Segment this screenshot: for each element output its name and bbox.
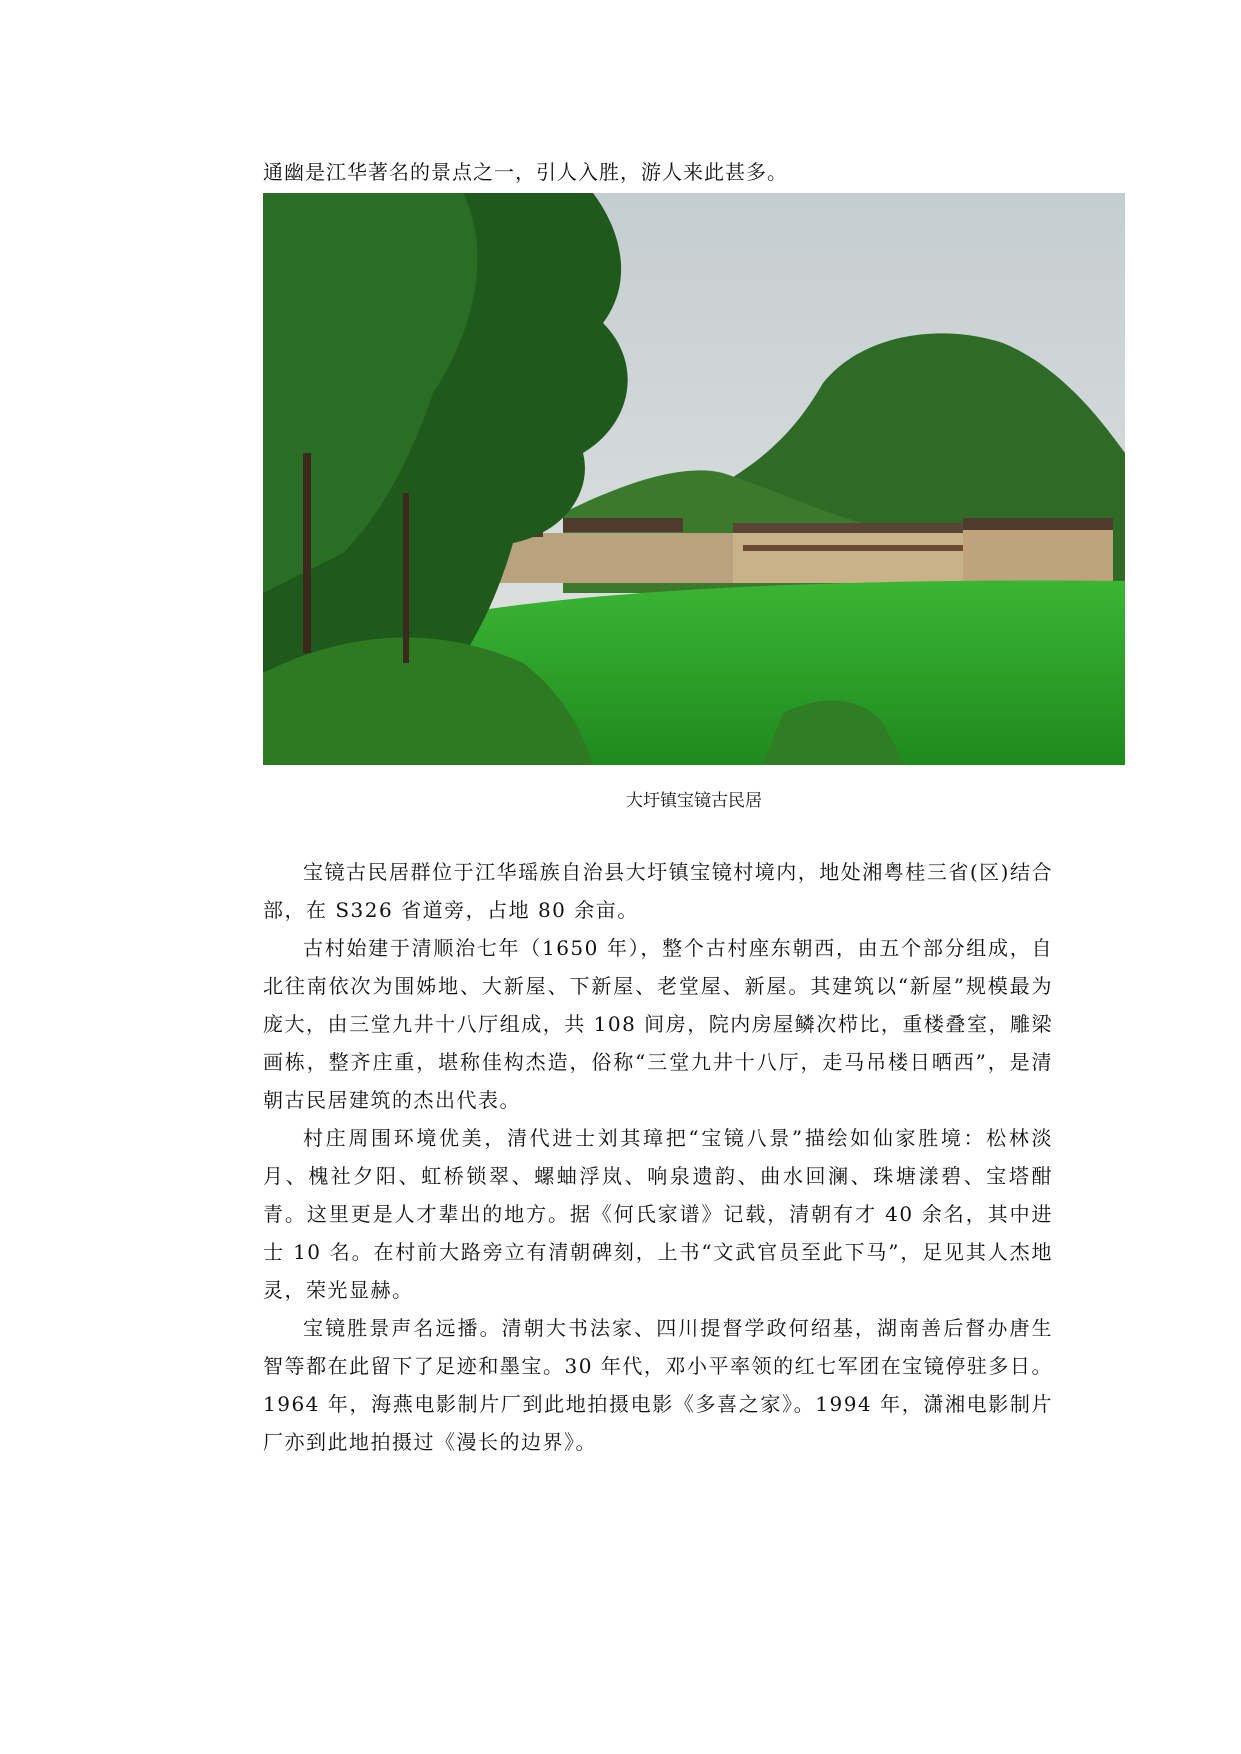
village-photo bbox=[263, 193, 1125, 765]
paragraph: 宝镜胜景声名远播。清朝大书法家、四川提督学政何绍基，湖南善后督办唐生智等都在此留下了足迹和墨宝。30 年代，邓小平率领的红七军团在宝镜停驻多日。1964 年，海燕电影制片厂到此地拍摄电影《多喜之家》。1994 年，潇湘电影制片厂亦到此地拍摄过《漫长的边界》。 bbox=[263, 1316, 1053, 1454]
photo-caption: 大圩镇宝镜古民居 bbox=[626, 791, 762, 811]
paragraph: 村庄周围环境优美，清代进士刘其璋把“宝镜八景”描绘如仙家胜境：松林淡月、槐社夕阳、虹桥锁翠、螺蚰浮岚、响泉遗韵、曲水回澜、珠塘漾碧、宝塔酣青。这里更是人才辈出的地方。据《何氏家谱》记载，清朝有才 40 余名，其中进士 10 名。在村前大路旁立有清朝碑刻，上书“文武官员至此下马”，足见其人杰地灵，荣光显赫。 bbox=[263, 1126, 1053, 1302]
paragraph: 古村始建于清顺治七年（1650 年），整个古村座东朝西，由五个部分组成，自北往南依次为围姊地、大新屋、下新屋、老堂屋、新屋。其建筑以“新屋”规模最为庞大，由三堂九井十八厅组成，共 108 间房，院内房屋鳞次栉比，重楼叠室，雕梁画栋，整齐庄重，堪称佳构杰造，俗称“三堂九井十八厅，走马吊楼日晒西”，是清朝古民居建筑的杰出代表。 bbox=[263, 936, 1053, 1112]
paragraph: 宝镜古民居群位于江华瑶族自治县大圩镇宝镜村境内，地处湘粤桂三省(区)结合部，在 S326 省道旁，占地 80 余亩。 bbox=[263, 860, 1053, 922]
tree-trunk bbox=[303, 453, 311, 653]
village-photo-illustration bbox=[263, 193, 1125, 765]
article-body bbox=[263, 853, 1053, 1461]
intro-line: 通幽是江华著名的景点之一，引人入胜，游人来此甚多。 bbox=[263, 160, 788, 184]
tree-trunk bbox=[403, 493, 409, 663]
